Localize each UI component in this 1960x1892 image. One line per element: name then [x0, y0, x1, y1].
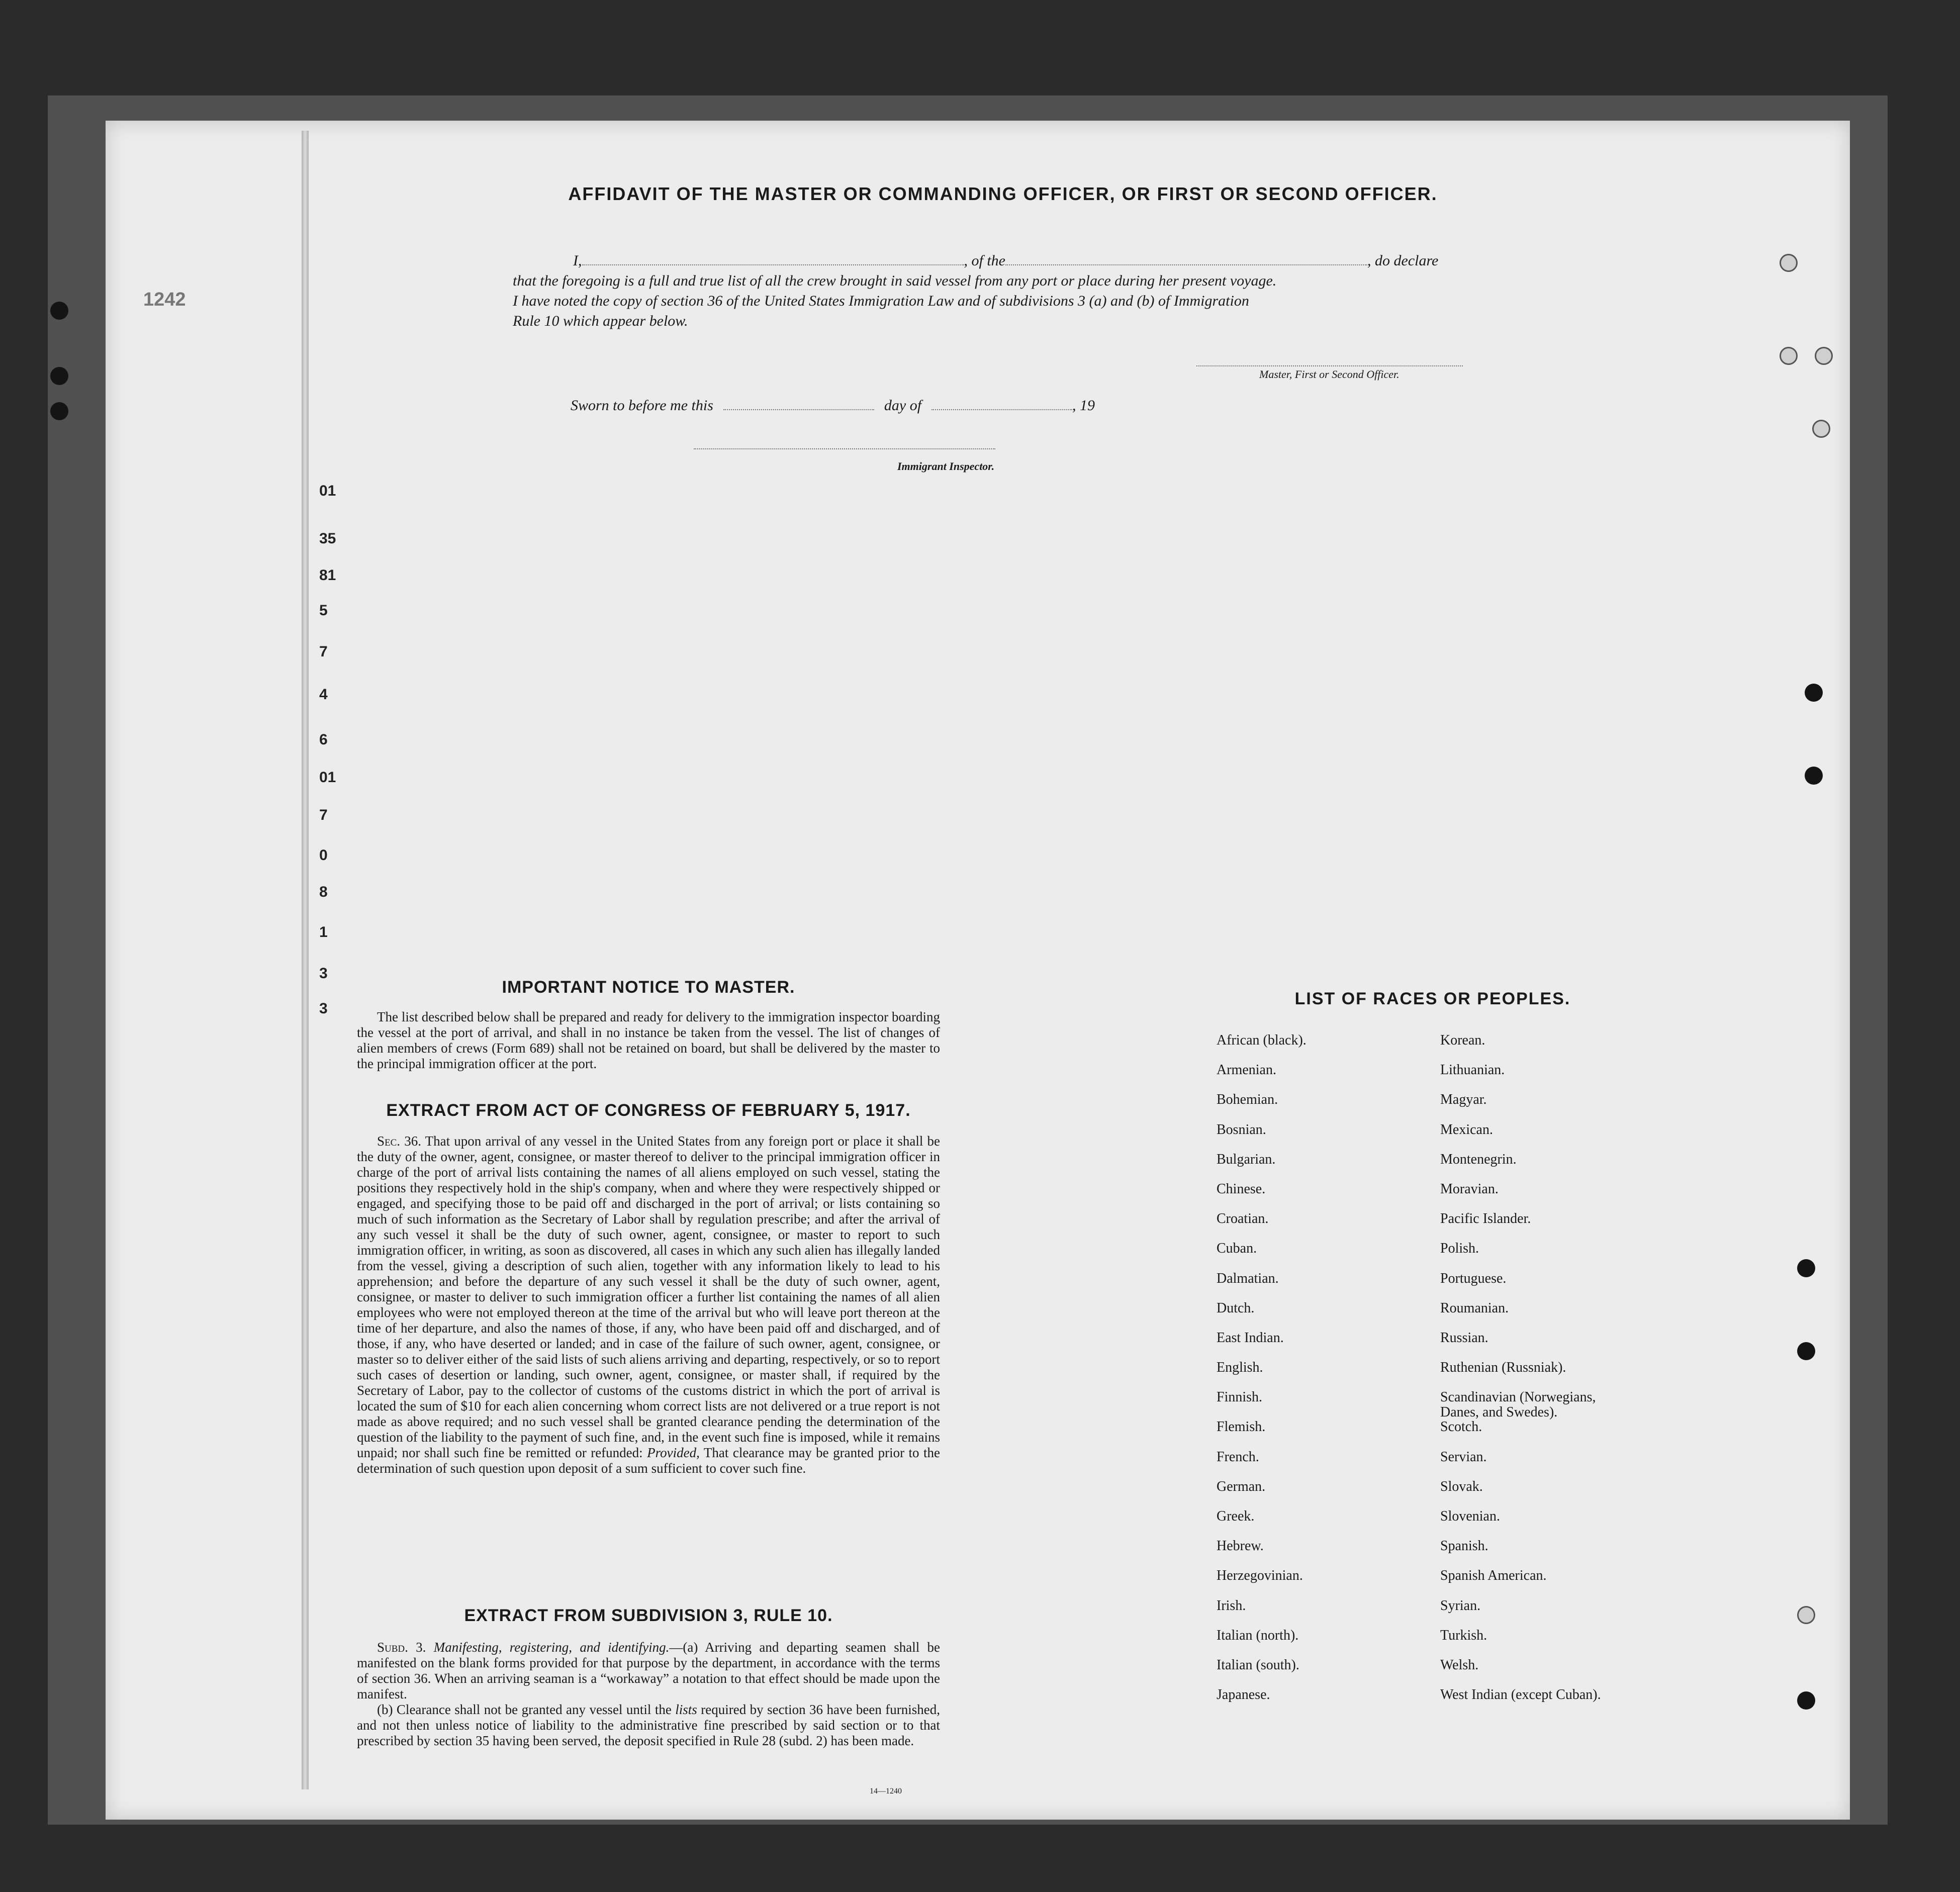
form-code: 14—1240 — [870, 1787, 902, 1795]
binding-hole-icon — [1797, 1606, 1815, 1624]
vessel-blank[interactable] — [1005, 251, 1367, 265]
master-signature-line[interactable] — [1196, 364, 1463, 366]
extract-rule-text — [357, 1640, 940, 1749]
affidavit-line-2: that the foregoing is a full and true list of all the crew brought in said vessel from any port or place during her present voyage. — [513, 272, 1277, 289]
section-label: Sec. 36. — [377, 1133, 421, 1149]
race-item: African (black). — [1217, 1032, 1306, 1048]
day-of-text: day of — [884, 397, 922, 414]
race-item: Armenian. — [1217, 1062, 1276, 1078]
inspector-signature-line[interactable] — [694, 447, 995, 449]
race-item: German. — [1217, 1478, 1266, 1494]
margin-number: 4 — [319, 686, 328, 703]
extract-act-title: EXTRACT FROM ACT OF CONGRESS OF FEBRUARY 5, 1917. — [386, 1101, 911, 1120]
race-item: Croatian. — [1217, 1211, 1269, 1227]
master-caption: Master, First or Second Officer. — [1259, 368, 1399, 381]
margin-number: 01 — [319, 769, 336, 786]
race-item: Spanish American. — [1440, 1568, 1547, 1584]
binding-hole-icon — [50, 302, 68, 320]
race-item: Spanish. — [1440, 1538, 1488, 1554]
binding-hole-icon — [1815, 347, 1833, 365]
race-item: Dutch. — [1217, 1300, 1255, 1316]
race-item: Italian (north). — [1217, 1627, 1299, 1643]
race-item: Herzegovinian. — [1217, 1568, 1303, 1584]
race-item: Portuguese. — [1440, 1270, 1507, 1286]
race-item: Russian. — [1440, 1330, 1488, 1346]
paragraph-b-end: required by section 36 have been furnished, and not then unless notice of liability to the administrative fine prescribed by said section or to that prescribed by section 35 having been served, the deposit specified in Rule 28 (subd. 2) has been made. — [357, 1702, 941, 1748]
section-36-end: That clearance may be granted prior to the determination of such question upon deposit of a sum sufficient to cover such fine. — [357, 1445, 941, 1476]
race-item: Pacific Islander. — [1440, 1211, 1531, 1227]
race-item: Roumanian. — [1440, 1300, 1509, 1316]
race-item: East Indian. — [1217, 1330, 1284, 1346]
name-blank[interactable] — [582, 251, 964, 265]
race-item: Hebrew. — [1217, 1538, 1264, 1554]
margin-number: 7 — [319, 643, 328, 660]
race-item: Slovak. — [1440, 1478, 1483, 1494]
race-item: Cuban. — [1217, 1241, 1257, 1257]
race-item: Bohemian. — [1217, 1092, 1278, 1108]
month-blank[interactable] — [931, 396, 1072, 410]
binding-hole-icon — [1797, 1691, 1815, 1710]
race-item: Syrian. — [1440, 1597, 1481, 1614]
affidavit-declaration — [513, 251, 1488, 270]
race-item: Lithuanian. — [1440, 1062, 1505, 1078]
races-column-1 — [1217, 1033, 1468, 1717]
race-item: French. — [1217, 1449, 1259, 1465]
race-item: Slovenian. — [1440, 1508, 1500, 1524]
subdivision-label: Subd. 3. — [377, 1640, 426, 1655]
binding-hole-icon — [1805, 767, 1823, 785]
margin-number: 35 — [319, 530, 336, 547]
section-36-text: That upon arrival of any vessel in the United States from any foreign port or place it shall be the duty of the owner, agent, consignee, or master thereof to deliver to the principal immigration officer in charge of the port of arrival lists containing the names of all aliens employed on such vessel, stating the positions they respectively hold in the ship's company, when and where they were respectively shipped or engaged, and specifying those to be paid off and discharged in the port of arrival; or lists containing so much of such information as the Secretary of Labor shall by regulation prescribe; and after the arrival of any such vessel it shall be the duty of such owner, agent, consignee, or master to report to such immigration officer, in writing, as soon as discovered, all cases in which any such alien has illegally landed from the vessel, giving a description of such alien, together with any information likely to lead to his apprehension; and before the departure of any such vessel it shall be the duty of such owner, agent, consignee, or master to deliver to such immigration officer a further list containing the names of all alien employees who were not employed thereon at the time of the arrival but who will leave port thereon at the time of her departure, and also the names of those, if any, who have been paid off and discharged, and of those, if any, who have deserted or landed; and in case of the failure of such owner, agent, consignee, or master so to deliver either of the said lists of such aliens arriving and departing, respectively, or so to report such cases of desertion or landing, such owner, agent, consignee, or master shall, if required by the Secretary of Labor, pay to the collector of customs of the customs district in which the port of arrival is located the sum of $10 for each alien concerning whom correct lists are not delivered or a true report is not made as above required; and no such vessel shall be granted clearance pending the determination of the question of the liability to the payment of such fine, and, in the event such fine is imposed, while it remains unpaid; nor shall such fine be remitted or refunded: — [357, 1133, 940, 1460]
paragraph-b-start: (b) Clearance shall not be granted any vessel until the — [377, 1702, 672, 1717]
margin-number: 0 — [319, 847, 328, 864]
race-item: Bulgarian. — [1217, 1151, 1276, 1167]
race-item: Ruthenian (Russniak). — [1440, 1360, 1566, 1376]
margin-number: 8 — [319, 884, 328, 900]
race-item: Turkish. — [1440, 1627, 1487, 1643]
race-item: Welsh. — [1440, 1657, 1479, 1673]
margin-number: 81 — [319, 567, 336, 584]
race-item: Italian (south). — [1217, 1657, 1299, 1673]
page-fold — [302, 131, 309, 1789]
affidavit-line-3: I have noted the copy of section 36 of the United States Immigration Law and of subdivisions 3 (a) and (b) of Immigration — [513, 293, 1249, 309]
race-item: English. — [1217, 1360, 1263, 1376]
race-item: Moravian. — [1440, 1181, 1499, 1197]
race-item: Montenegrin. — [1440, 1151, 1517, 1167]
margin-number: 1 — [319, 924, 328, 940]
year-text: , 19 — [1072, 397, 1095, 414]
sworn-line — [571, 396, 1174, 415]
extract-rule-title: EXTRACT FROM SUBDIVISION 3, RULE 10. — [464, 1606, 833, 1625]
sworn-text: Sworn to before me this — [571, 397, 713, 414]
race-item: Dalmatian. — [1217, 1270, 1279, 1286]
binding-hole-icon — [1780, 254, 1798, 272]
races-title: LIST OF RACES OR PEOPLES. — [1294, 989, 1571, 1008]
binding-hole-icon — [1812, 420, 1830, 438]
provided-word: Provided, — [647, 1445, 700, 1460]
inspector-caption: Immigrant Inspector. — [897, 460, 995, 472]
affidavit-i: I, — [573, 252, 582, 269]
binding-hole-icon — [50, 367, 68, 385]
notice-paragraph: The list described below shall be prepared and ready for delivery to the immigration inspector boarding the vessel at the port of arrival, and shall in no instance be taken from the vessel. The list of changes of alien members of crews (Form 689) shall not be retained on board, but shall be delivered by the master to the principal immigration officer at the port. — [357, 1009, 940, 1071]
race-item: Bosnian. — [1217, 1121, 1266, 1138]
binding-hole-icon — [1780, 347, 1798, 365]
affidavit-title: AFFIDAVIT OF THE MASTER OR COMMANDING OFFICER, OR FIRST OR SECOND OFFICER. — [568, 183, 1438, 204]
race-item: Flemish. — [1217, 1419, 1266, 1435]
race-item: Polish. — [1440, 1241, 1479, 1257]
race-item: Korean. — [1440, 1032, 1485, 1048]
race-item: Scandinavian (Norwegians, Danes, and Swedes). — [1440, 1389, 1596, 1421]
page-stamp: 1242 — [143, 289, 186, 310]
lists-word: lists — [675, 1702, 697, 1717]
margin-number: 7 — [319, 807, 328, 823]
race-item: Japanese. — [1217, 1687, 1270, 1703]
binding-hole-icon — [50, 402, 68, 420]
margin-number: 3 — [319, 965, 328, 982]
race-item: Chinese. — [1217, 1181, 1266, 1197]
extract-act-text — [357, 1133, 940, 1476]
margin-number: 3 — [319, 1000, 328, 1017]
race-item: Scotch. — [1440, 1419, 1482, 1435]
notice-text — [357, 1009, 940, 1072]
subdivision-heading: Manifesting, registering, and identifying. — [433, 1640, 670, 1655]
race-item: Irish. — [1217, 1597, 1246, 1614]
affidavit-do-declare: , do declare — [1367, 252, 1439, 269]
binding-hole-icon — [1797, 1342, 1815, 1360]
race-item: Mexican. — [1440, 1121, 1493, 1138]
races-column-2 — [1440, 1033, 1692, 1717]
binding-hole-icon — [1797, 1259, 1815, 1277]
race-item: West Indian (except Cuban). — [1440, 1687, 1601, 1703]
margin-number: 01 — [319, 483, 336, 499]
margin-number: 6 — [319, 731, 328, 748]
day-blank[interactable] — [723, 396, 874, 410]
affidavit-of-the: , of the — [964, 252, 1005, 269]
race-item: Magyar. — [1440, 1092, 1487, 1108]
binding-hole-icon — [1805, 684, 1823, 702]
notice-title: IMPORTANT NOTICE TO MASTER. — [502, 978, 795, 997]
race-item: Greek. — [1217, 1508, 1255, 1524]
paragraph-a: —(a) Arriving and departing seamen shall be manifested on the blank forms provided for that purpose by the department, in accordance with the terms of section 36. When an arriving seaman is a “workaway” a notation to that effect should be made upon the manifest. — [357, 1640, 940, 1701]
margin-number: 5 — [319, 602, 328, 619]
race-item: Finnish. — [1217, 1389, 1263, 1405]
affidavit-line-4: Rule 10 which appear below. — [513, 313, 688, 329]
race-item: Servian. — [1440, 1449, 1487, 1465]
